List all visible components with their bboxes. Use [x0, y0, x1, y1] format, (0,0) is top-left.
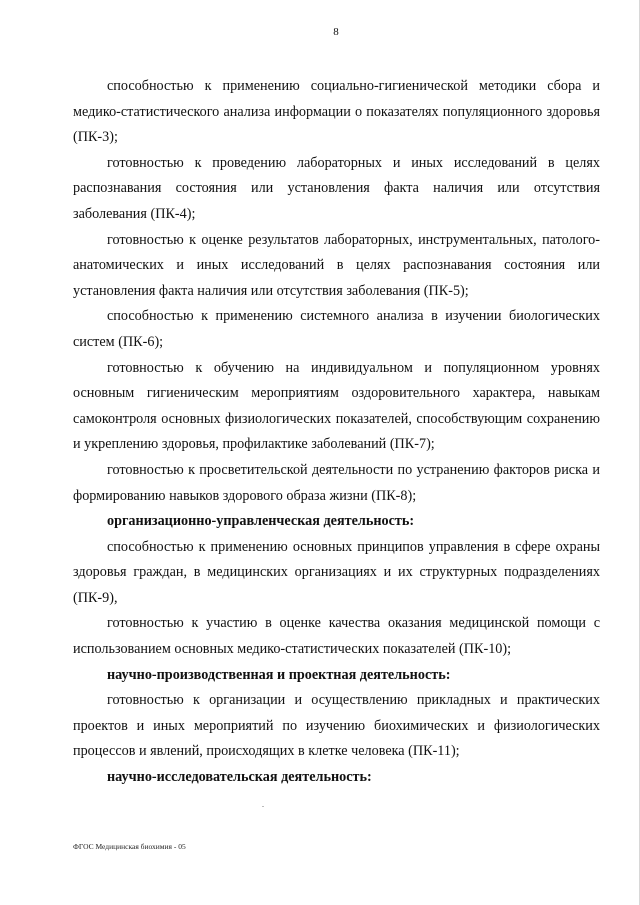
section-heading-research: научно-исследовательская деятельность:: [107, 769, 372, 786]
scan-speck: [262, 806, 264, 807]
competency-pk-10: готовностью к участию в оценке качества оказания медицинской помощи с использованием основных медико-статистических показателей (ПК-10);: [73, 615, 600, 658]
section-heading-production: научно-производственная и проектная деятельность:: [107, 666, 451, 683]
page-footer: ФГОС Медицинская биохимия - 05: [73, 842, 186, 851]
competency-pk-6: способностью к применению системного анализа в изучении биологических систем (ПК-6);: [73, 308, 600, 350]
competency-pk-9: способностью к применению основных принципов управления в сфере охраны здоровья граждан, в медицинских организациях и их структурных подразделениях (ПК-9),: [73, 538, 600, 606]
competency-pk-3: способностью к применению социально-гигиенической методики сбора и медико-статистического анализа информации о показателях популяционного здоровья (ПК-3);: [73, 78, 600, 146]
competency-pk-11: готовностью к организации и осуществлению прикладных и практических проектов и иных мероприятий по изучению биохимических и физиологических процессов и явлений, происходящих в клетке человека (ПК-11);: [73, 692, 600, 760]
competency-pk-8: готовностью к просветительской деятельности по устранению факторов риска и формированию навыков здорового образа жизни (ПК-8);: [73, 461, 600, 504]
page-number: 8: [333, 26, 339, 38]
section-heading-organizational: организационно-управленческая деятельность:: [107, 513, 415, 530]
competency-pk-7: готовностью к обучению на индивидуальном и популяционном уровнях основным гигиеническим мероприятиям оздоровительного характера, навыкам самоконтроля основных физиологических показателей, способствующим сохранению и укреплению здоровья, профилактике заболеваний (ПК-7);: [73, 359, 600, 453]
competency-pk-4: готовностью к проведению лабораторных и иных исследований в целях распознавания состояния или установления факта наличия или отсутствия заболевания (ПК-4);: [73, 154, 600, 222]
competency-pk-5: готовностью к оценке результатов лабораторных, инструментальных, патолого-анатомических и иных исследований в целях распознавания состояния или установления факта наличия или отсутствия заболевания (ПК-5);: [73, 231, 600, 299]
page-body: [73, 74, 600, 791]
